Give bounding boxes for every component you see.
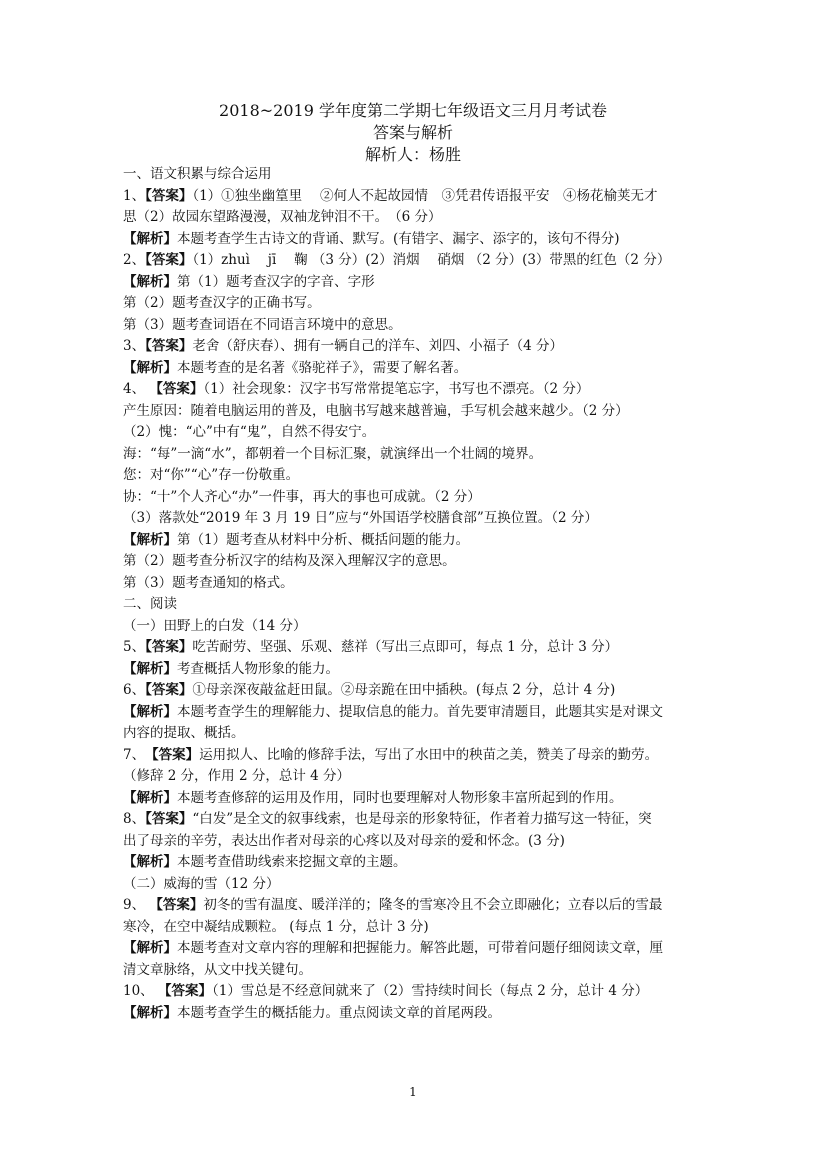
text-line	[123, 766, 708, 788]
answer-tag: 【解析】	[123, 660, 177, 677]
text-line	[123, 315, 708, 337]
answer-tag: 【答案】	[145, 682, 193, 698]
line-text: 本题考查对文章内容的理解和把握能力。解答此题，可带着问题仔细阅读文章，厘	[177, 940, 663, 956]
line-text: 思（2）故园东望路漫漫，双袖龙钟泪不干。 （6 分）	[123, 209, 442, 225]
document-author: 解析人：杨胜	[364, 145, 461, 164]
line-text: 本题考查修辞的运用及作用，同时也要理解对人物形象丰富所起到的作用。	[177, 789, 623, 806]
text-line	[123, 358, 708, 380]
text-line	[123, 895, 708, 917]
line-text: 内容的提取、概括。	[123, 725, 245, 741]
text-line	[123, 874, 708, 896]
text-line	[123, 659, 708, 681]
text-line	[123, 551, 708, 573]
text-line	[123, 831, 708, 853]
line-text: （1）zhuì jī 鞠 （3 分）(2）消烟 硝烟 （2 分）(3）带黑的红色（2 分）	[192, 252, 671, 268]
answer-tag: 【答案】	[145, 639, 193, 655]
text-line	[123, 272, 708, 294]
answer-tag: 【答案】	[145, 338, 193, 354]
line-text: （一）田野上的白发（14 分）	[123, 617, 307, 634]
text-line	[123, 186, 708, 208]
text-line	[123, 788, 708, 810]
question-number: 4、	[123, 381, 150, 397]
text-line	[123, 594, 708, 616]
text-line	[123, 229, 708, 251]
line-text: 清文章脉络，从文中找关键句。	[123, 961, 312, 978]
text-line	[123, 336, 708, 358]
text-line	[123, 1003, 708, 1025]
line-text: 老舍（舒庆春）、拥有一辆自己的洋车、刘四、小福子（4 分）	[192, 338, 563, 354]
line-text: 本题考查学生古诗文的背诵、默写。(有错字、漏字、添字的，该句不得分)	[177, 230, 620, 247]
question-number: 5、	[123, 639, 146, 655]
text-line	[123, 508, 708, 530]
line-text: 本题考查学生的理解能力、提取信息的能力。首先要审清题目，此题其实是对课文	[177, 703, 663, 720]
answer-tag: 【答案】	[151, 746, 200, 763]
question-number: 10、	[123, 983, 158, 999]
line-text: 第（2）题考查汉字的正确书写。	[123, 295, 321, 311]
line-text: （二）威海的雪（12 分）	[123, 875, 280, 892]
line-text: 本题考查学生的概括能力。重点阅读文章的首尾两段。	[177, 1004, 501, 1021]
text-line	[123, 250, 708, 272]
line-text: （1）雪总是不经意间就来了（2）雪持续时间长（每点 2 分，总计 4 分）	[211, 983, 649, 999]
answer-tag: 【解析】	[123, 940, 177, 956]
text-line	[123, 573, 708, 595]
question-number: 9、	[123, 897, 150, 913]
line-text: （2）愧：“心”中有“鬼”，自然不得安宁。	[123, 424, 376, 440]
line-text: 二、阅读	[123, 596, 177, 612]
text-line	[123, 207, 708, 229]
answer-tag: 【答案】	[145, 811, 193, 827]
text-line	[123, 379, 708, 401]
question-number: 1、	[123, 187, 146, 204]
question-number: 3、	[123, 338, 146, 354]
text-line	[123, 637, 708, 659]
text-line	[123, 960, 708, 982]
answer-tag: 【答案】	[149, 381, 204, 397]
text-line	[123, 465, 708, 487]
text-line	[123, 702, 708, 724]
line-text: （1）①独坐幽篁里 ②何人不起故园情 ③凭君传语报平安 ④杨花榆荚无才	[192, 187, 658, 204]
answer-tag: 【答案】	[157, 983, 212, 999]
page-number: 1	[409, 1085, 417, 1099]
answer-body	[123, 164, 708, 1024]
line-text: 出了母亲的辛劳，表达出作者对母亲的心疼以及对母亲的爱和怀念。(3 分)	[123, 832, 565, 849]
line-text: 本题考查借助线索来挖掘文章的主题。	[177, 854, 407, 870]
line-text: 考查概括人物形象的能力。	[177, 660, 339, 677]
answer-tag: 【答案】	[145, 252, 193, 268]
line-text: “白发”是全文的叙事线索，也是母亲的形象特征，作者着力描写这一特征，突	[192, 811, 652, 827]
text-line	[123, 723, 708, 745]
document-header	[0, 100, 826, 166]
question-number: 2、	[123, 252, 146, 268]
text-line	[123, 164, 708, 186]
text-line	[123, 401, 708, 423]
line-text: （1）社会现象：汉字书写常常提笔忘字，书写也不漂亮。（2 分）	[203, 381, 590, 397]
question-number: 8、	[123, 811, 146, 827]
answer-tag: 【解析】	[123, 1004, 177, 1021]
line-text: 运用拟人、比喻的修辞手法，写出了水田中的秧苗之美，赞美了母亲的勤劳。	[199, 746, 659, 763]
line-text: 一、语文积累与综合运用	[123, 166, 272, 182]
text-line	[123, 530, 708, 552]
line-text: 海：“每”一滴“水”，都朝着一个目标汇聚，就演绎出一个壮阔的境界。	[123, 445, 543, 462]
answer-tag: 【解析】	[123, 359, 177, 376]
line-text: 第（1）题考查汉字的字音、字形	[177, 273, 375, 290]
line-text: ①母亲深夜敲盆赶田鼠。②母亲跪在田中插秧。(每点 2 分，总计 4 分)	[192, 682, 616, 698]
line-text: 第（2）题考查分析汉字的结构及深入理解汉字的意思。	[123, 553, 456, 569]
line-text: 协：“十”个人齐心“办”一件事，再大的事也可成就。（2 分）	[123, 488, 481, 505]
text-line	[123, 809, 708, 831]
line-text: 第（3）题考查词语在不同语言环境中的意思。	[123, 316, 402, 333]
text-line	[123, 938, 708, 960]
text-line	[123, 745, 708, 767]
line-text: 初冬的雪有温度、暖洋洋的；隆冬的雪寒冷且不会立即融化；立春以后的雪最	[203, 897, 663, 913]
question-number: 7、	[123, 746, 152, 763]
answer-tag: 【解析】	[123, 789, 177, 806]
line-text: 寒冷，在空中凝结成颗粒。 (每点 1 分，总计 3 分)	[123, 918, 429, 935]
line-text: （修辞 2 分，作用 2 分，总计 4 分）	[123, 768, 351, 784]
line-text: 第（1）题考查从材料中分析、概括问题的能力。	[177, 531, 470, 548]
text-line	[123, 444, 708, 466]
text-line	[123, 852, 708, 874]
text-line	[123, 616, 708, 638]
answer-tag: 【解析】	[123, 531, 177, 548]
answer-tag: 【解析】	[123, 273, 177, 290]
line-text: 产生原因：随着电脑运用的普及，电脑书写越来越普遍，手写机会越来越少。（2 分）	[123, 402, 629, 419]
answer-tag: 【答案】	[145, 187, 193, 204]
line-text: 本题考查的是名著《骆驼祥子》，需要了解名著。	[177, 359, 468, 376]
answer-tag: 【解析】	[123, 854, 177, 870]
text-line	[123, 981, 708, 1003]
answer-tag: 【解析】	[123, 230, 177, 247]
text-line	[123, 487, 708, 509]
question-number: 6、	[123, 682, 146, 698]
text-line	[123, 422, 708, 444]
document-subtitle: 答案与解析	[372, 123, 453, 142]
answer-tag: 【答案】	[149, 897, 204, 913]
text-line	[123, 293, 708, 315]
text-line	[123, 680, 708, 702]
document-title: 2018~2019 学年度第二学期七年级语文三月月考试卷	[219, 101, 607, 120]
line-text: 您：对“你”“心”存一份敬重。	[123, 467, 300, 483]
line-text: 吃苦耐劳、坚强、乐观、慈祥（写出三点即可，每点 1 分，总计 3 分）	[192, 639, 619, 655]
line-text: 第（3）题考查通知的格式。	[123, 574, 294, 591]
line-text: （3）落款处“2019 年 3 月 19 日”应与“外国语学校膳食部”互换位置。（2 分）	[123, 510, 598, 526]
answer-tag: 【解析】	[123, 703, 177, 720]
text-line	[123, 917, 708, 939]
